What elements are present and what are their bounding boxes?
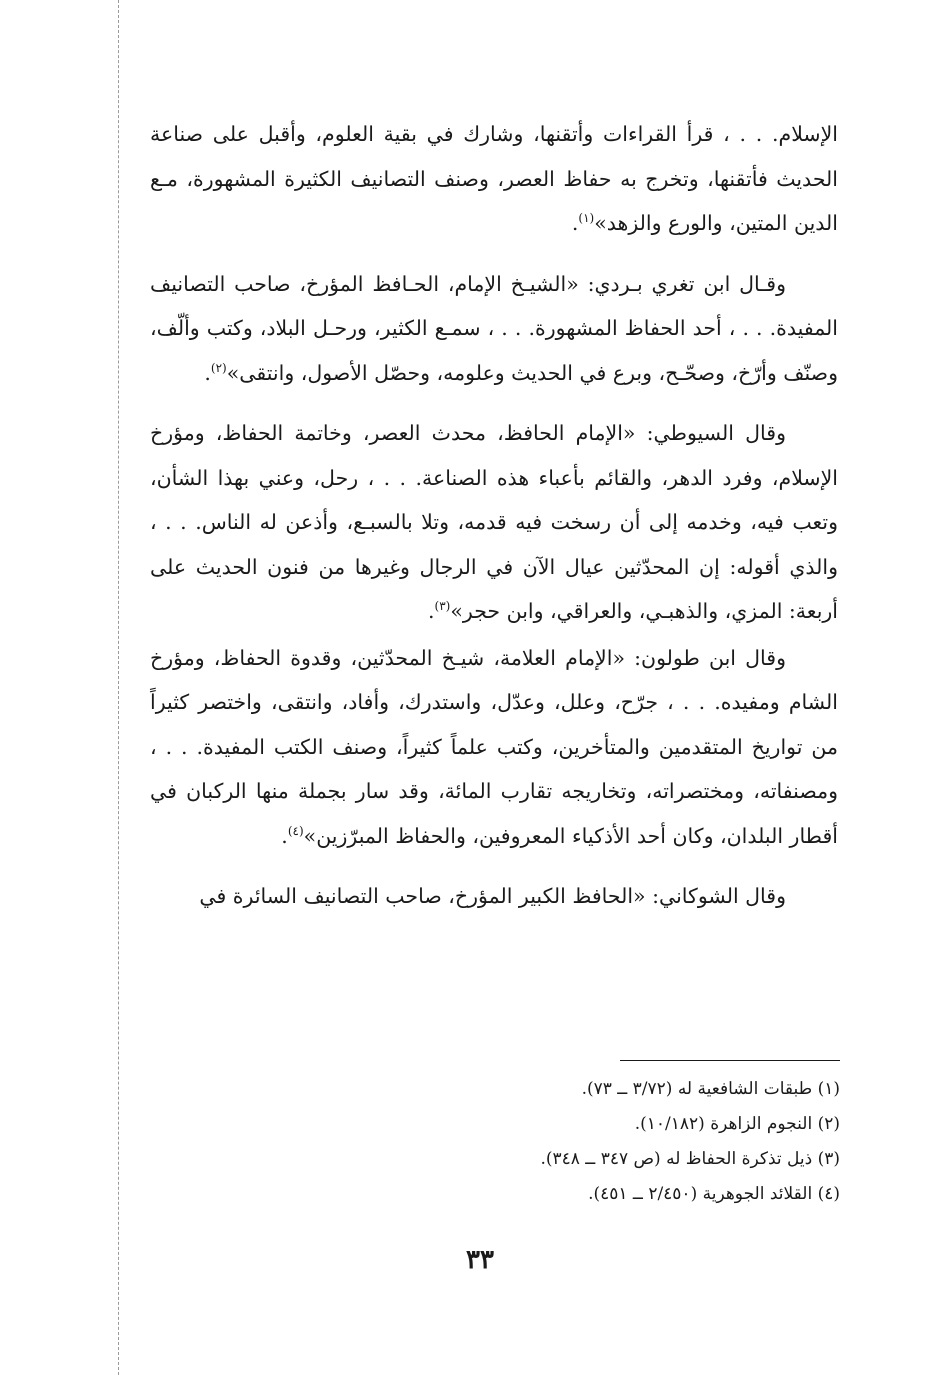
footnote-item: (٢) النجوم الزاهرة (١٠/١٨٢). xyxy=(634,1114,840,1134)
paragraph-text: وقال الشوكاني: «الحافظ الكبير المؤرخ، صاحب التصانيف السائرة في xyxy=(199,884,786,908)
page-edge-rule xyxy=(118,0,119,1375)
footnote-item: (١) طبقات الشافعية له (٣/٧٢ ــ ٧٣). xyxy=(581,1079,840,1099)
paragraph-2 xyxy=(150,262,838,396)
paragraph-1 xyxy=(150,112,838,246)
paragraph-4 xyxy=(150,636,838,859)
footnote-item: (٣) ذيل تذكرة الحفاظ له (ص ٣٤٧ ــ ٣٤٨). xyxy=(540,1149,840,1169)
footnote-marker[interactable]: (٣) xyxy=(434,599,451,614)
paragraph-text: الإسلام. . . ، قرأ القراءات وأتقنها، وشارك في بقية العلوم، وأقبل على صناعة الحديث فأتقنها، وتخرج به حفاظ العصر، وصنف التصانيف الكثيرة المشهورة، مـع الدين المتين، والورع والزهد» xyxy=(150,122,838,235)
footnote-marker[interactable]: (٢) xyxy=(210,360,227,375)
paragraph-end: . xyxy=(281,823,288,848)
paragraph-3 xyxy=(150,411,838,634)
paragraph-end: . xyxy=(571,211,579,235)
paragraph-text: وقال ابن طولون: «الإمام العلامة، شيـخ المحدّثين، وقدوة الحفاظ، ومؤرخ الشام ومفيده. . . ، جرّح، وعلل، وعدّل، واستدرك، وأفاد، وانتقى، واختصر كثيراً من تواريخ المتقدمين والمتأخرين، وكتب علماً كثيراً، وصنف الكتب المفيدة. . . ، ومصنفاته، ومختصراته، وتخاريجه تقارب المائة، وقد سار بجملة منها الركبان في أقطار البلدان، وكان أحد الأذكياء المعروفين، والحفاظ المبرّزين» xyxy=(150,645,838,848)
paragraph-text: وقـال ابن تغري بـردي: «الشيـخ الإمام، الحـافظ المؤرخ، صاحب التصانيف المفيدة. . . ، أحد الحفاظ المشهورة. . . ، سمـع الكثير، ورحـل البلاد، وكتب وألّف، وصنّف وأرّخ، وصحّـح، وبرع في الحديث وعلومه، وحصّل الأصول، وانتقى» xyxy=(150,271,838,385)
footnotes-list xyxy=(300,1072,840,1212)
paragraph-5 xyxy=(150,874,838,919)
paragraph-end: . xyxy=(427,599,435,623)
paragraph-end: . xyxy=(204,360,211,385)
footnote-separator xyxy=(620,1060,840,1061)
footnote-item: (٤) القلائد الجوهرية (٢/٤٥٠ ــ ٤٥١). xyxy=(588,1184,840,1204)
main-text xyxy=(150,112,838,935)
page-number: ٣٣ xyxy=(466,1245,494,1275)
footnote-marker[interactable]: (٤) xyxy=(287,823,304,838)
paragraph-text: وقال السيوطي: «الإمام الحافظ، محدث العصر، وخاتمة الحفاظ، ومؤرخ الإسلام، وفرد الدهر، والقائم بأعباء هذه الصناعة. . . ، رحل، وعني بهذا الشأن، وتعب فيه، وخدمه إلى أن رسخت فيه قدمه، وتلا بالسبـع، وأذعن له الناس. . . ، والذي أقوله: إن المحدّثين عيال الآن في الرجال وغيرها من فنون الحديث على أربعة: المزي، والذهبـي، والعراقي، وابن حجر» xyxy=(150,421,838,623)
footnote-marker[interactable]: (١) xyxy=(578,211,595,226)
